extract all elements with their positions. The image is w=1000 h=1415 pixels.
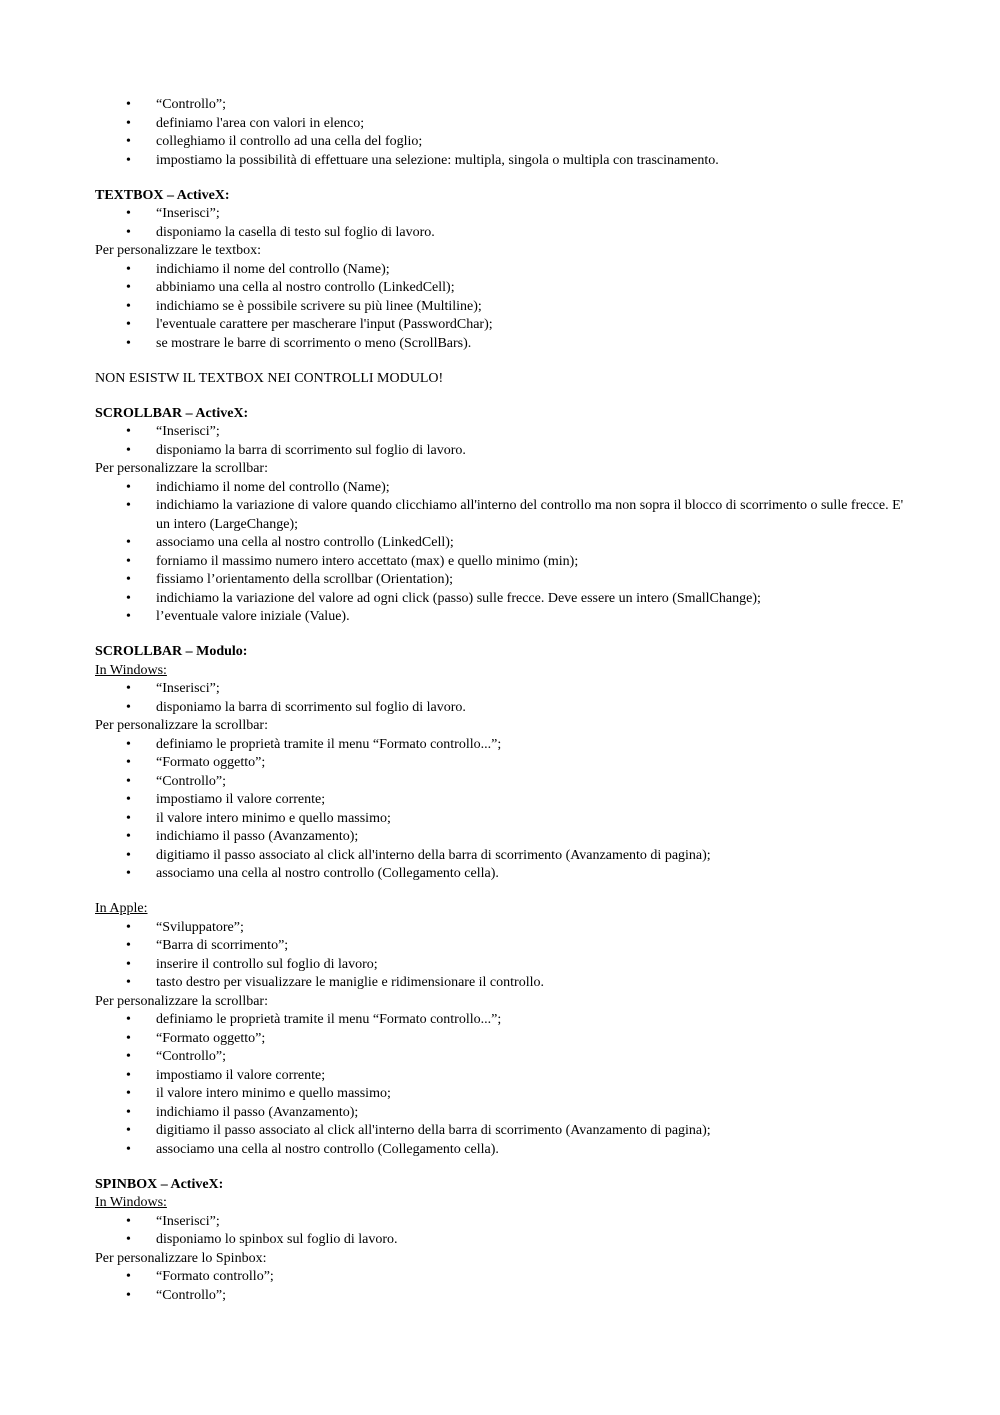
list-item: • impostiamo il valore corrente; [95,791,915,810]
list-item: • associamo una cella al nostro controllo (Collegamento cella). [95,1141,915,1160]
list-item: • “Inserisci”; [95,680,915,699]
list-item: • l'eventuale carattere per mascherare l'input (PasswordChar); [95,316,915,335]
list-item: • “Controllo”; [95,1048,915,1067]
section-heading-scrollbar-activex: SCROLLBAR – ActiveX: [95,405,249,421]
list-item: • associamo una cella al nostro controllo (LinkedCell); [95,534,915,553]
list-item: • “Inserisci”; [95,205,915,224]
list-item: • definiamo le proprietà tramite il menu “Formato controllo...”; [95,1011,915,1030]
list-item: • indichiamo il nome del controllo (Name); [95,261,915,280]
list-item: • impostiamo la possibilità di effettuare una selezione: multipla, singola o multipla con trascinamento. [95,152,915,171]
list-item: • disponiamo la barra di scorrimento sul foglio di lavoro. [95,699,915,718]
scrollbar-modulo-windows-steps [95,680,915,717]
scrollbar-modulo-windows-properties [95,736,915,884]
list-item: • definiamo le proprietà tramite il menu “Formato controllo...”; [95,736,915,755]
list-item: • l’eventuale valore iniziale (Value). [95,608,915,627]
list-item: • “Controllo”; [95,773,915,792]
spinbox-steps [95,1213,915,1250]
list-item: • abbiniamo una cella al nostro controllo (LinkedCell); [95,279,915,298]
list-item: • se mostrare le barre di scorrimento o meno (ScrollBars). [95,335,915,354]
list-item: • “Sviluppatore”; [95,919,915,938]
customize-label: Per personalizzare le textbox: [95,243,261,258]
customize-label: Per personalizzare la scrollbar: [95,718,268,733]
list-item: • definiamo l'area con valori in elenco; [95,115,915,134]
list-item: • digitiamo il passo associato al click all'interno della barra di scorrimento (Avanzamento di pagina); [95,847,915,866]
list-item: • forniamo il massimo numero intero accettato (max) e quello minimo (min); [95,553,915,572]
scrollbar-modulo-apple-steps [95,919,915,993]
subheading-windows: In Windows: [95,662,167,678]
section-heading-scrollbar-modulo: SCROLLBAR – Modulo: [95,644,248,659]
list-item: • indichiamo il passo (Avanzamento); [95,828,915,847]
customize-label: Per personalizzare lo Spinbox: [95,1250,267,1266]
intro-list [95,96,915,170]
list-item: • “Formato oggetto”; [95,754,915,773]
scrollbar-activex-properties [95,479,915,627]
list-item: • il valore intero minimo e quello massimo; [95,810,915,829]
list-item: • “Formato controllo”; [95,1268,915,1287]
list-item: • colleghiamo il controllo ad una cella del foglio; [95,133,915,152]
list-item: • indichiamo se è possibile scrivere su più linee (Multiline); [95,298,915,317]
section-heading-spinbox-activex: SPINBOX – ActiveX: [95,1176,224,1192]
list-item: • “Inserisci”; [95,1213,915,1232]
list-item: • disponiamo la casella di testo sul foglio di lavoro. [95,224,915,243]
list-item: • indichiamo il nome del controllo (Name); [95,479,915,498]
document-content [95,96,915,1305]
list-item: • fissiamo l’orientamento della scrollbar (Orientation); [95,571,915,590]
textbox-steps [95,205,915,242]
scrollbar-modulo-apple-properties [95,1011,915,1159]
section-heading-textbox-activex: TEXTBOX – ActiveX: [95,187,230,203]
subheading-apple: In Apple: [95,901,148,916]
scrollbar-activex-steps [95,423,915,460]
list-item: • il valore intero minimo e quello massimo; [95,1085,915,1104]
list-item: • impostiamo il valore corrente; [95,1067,915,1086]
spinbox-properties [95,1268,915,1305]
list-item: • inserire il controllo sul foglio di lavoro; [95,956,915,975]
list-item: • disponiamo lo spinbox sul foglio di lavoro. [95,1231,915,1250]
list-item: • indichiamo la variazione di valore quando clicchiamo all'interno del controllo ma non sopra il blocco di scorrimento o sulle frecce. E' un intero (LargeChange); [95,497,915,534]
subheading-windows: In Windows: [95,1195,167,1210]
customize-label: Per personalizzare la scrollbar: [95,993,268,1009]
customize-label: Per personalizzare la scrollbar: [95,461,268,476]
list-item: • “Barra di scorrimento”; [95,937,915,956]
textbox-properties [95,261,915,354]
list-item: • “Controllo”; [95,1287,915,1306]
list-item: • associamo una cella al nostro controllo (Collegamento cella). [95,865,915,884]
list-item: • tasto destro per visualizzare le maniglie e ridimensionare il controllo. [95,974,915,993]
list-item: • disponiamo la barra di scorrimento sul foglio di lavoro. [95,442,915,461]
list-item: • “Formato oggetto”; [95,1030,915,1049]
textbox-note: NON ESISTW IL TEXTBOX NEI CONTROLLI MODULO! [95,370,444,386]
list-item: • “Controllo”; [95,96,915,115]
list-item: • digitiamo il passo associato al click all'interno della barra di scorrimento (Avanzamento di pagina); [95,1122,915,1141]
list-item: • “Inserisci”; [95,423,915,442]
list-item: • indichiamo la variazione del valore ad ogni click (passo) sulle frecce. Deve essere un intero (SmallChange); [95,590,915,609]
list-item: • indichiamo il passo (Avanzamento); [95,1104,915,1123]
